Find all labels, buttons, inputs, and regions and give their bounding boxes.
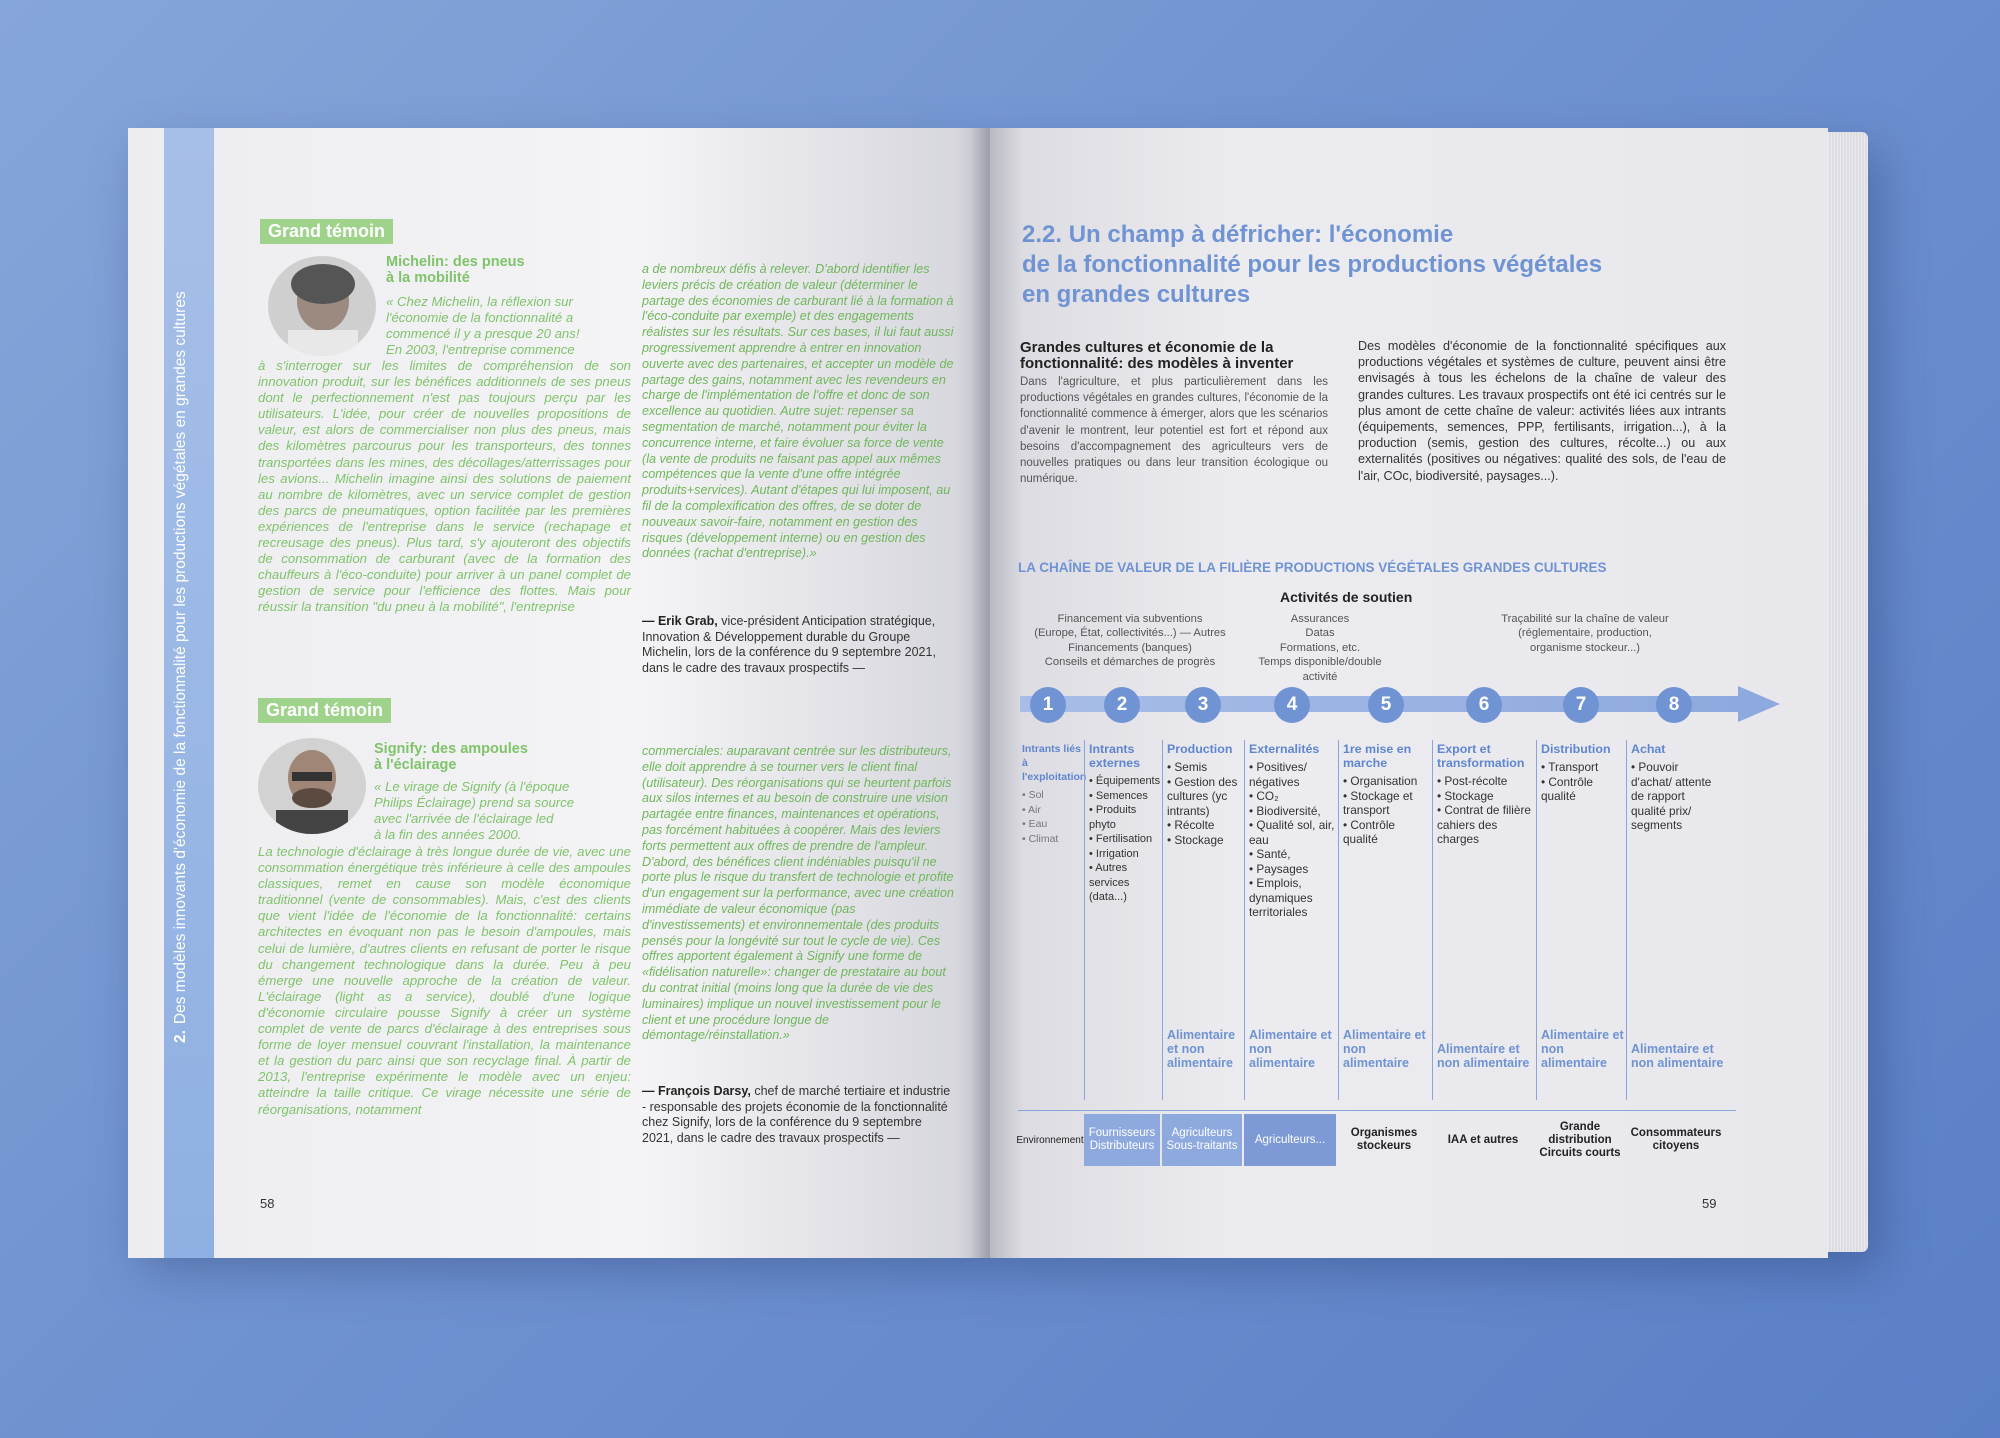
section-title-line: 2.2. Un champ à défricher: l'économie [1022, 221, 1454, 248]
actor-agriculteurs: Agriculteurs... [1244, 1114, 1336, 1166]
testimony1-title [386, 254, 525, 286]
chapter-title-text: Des modèles innovants d'économie de la fonctionnalité pour les productions végétales en grandes cultures [172, 291, 189, 1025]
intro-line: En 2003, l'entreprise commence [386, 342, 575, 358]
testimony2-title-line: à l'éclairage [374, 757, 457, 773]
stage-heading: Externalités [1249, 742, 1320, 756]
stage-item: • Équipements [1089, 775, 1161, 787]
testimony2-intro [374, 779, 629, 843]
signature-role: vice-président Anticipation stratégique, Innovation & Développement durable du Groupe Michelin, lors de la conférence du 9 septembre 2021, dans le cadre des travaux prospectifs — [642, 614, 936, 675]
actors-divider [1018, 1110, 1736, 1111]
support-line: activité [1302, 670, 1338, 683]
stage-column [1536, 740, 1625, 1100]
stage-item: • Stockage et transport [1343, 788, 1413, 817]
stage-item: • Emplois, dynamiques territoriales [1249, 876, 1313, 919]
signature-name: — Erik Grab, [642, 614, 718, 628]
support-line: Traçabilité sur la chaîne de valeur [1501, 613, 1669, 625]
stage-footer: Alimentaire et non alimentaire [1249, 1028, 1332, 1070]
support-column-funding [1020, 612, 1240, 670]
support-line: Assurances [1290, 613, 1350, 625]
page-number-left: 58 [260, 1196, 275, 1211]
support-column-traceability [1460, 612, 1710, 655]
intro-line: à la fin des années 2000. [374, 827, 522, 843]
stage-item: • Sol [1022, 789, 1044, 801]
section-title-line: de la fonctionnalité pour les productions végétales [1022, 251, 1603, 278]
step-8-marker: 8 [1656, 687, 1692, 723]
intro-line: « Le virage de Signify (à l'époque [374, 779, 570, 794]
right-page [990, 128, 1828, 1258]
step-4-marker: 4 [1274, 687, 1310, 723]
stage-item: • Récolte [1167, 818, 1215, 832]
stage-item: • Qualité sol, air, eau [1249, 818, 1335, 847]
page-number-right: 59 [1702, 1196, 1717, 1211]
stage-footer: Alimentaire et non alimentaire [1631, 1042, 1724, 1070]
stage-item: • Biodiversité, [1249, 803, 1321, 818]
support-line: Financement via subventions [1057, 613, 1203, 625]
testimony1-intro [386, 294, 631, 358]
actor-fournisseurs: Fournisseurs Distributeurs [1084, 1114, 1160, 1166]
testimony1-col2: a de nombreux défis à relever. D'abord identifier les leviers précis de création de valeur (déterminer le partage des économies de carburant lié à la formation à l'éco-conduite par exemple) et des engagements réalistes sur les résultats. Sur ces bases, il lui faut aussi progressivement apprendre à entrer en innovation ouverte avec des partenaires, et accepter un modèle de partage des gains, notamment avec les revendeurs en charge de l'implémentation de l'offre et donc de son excellence au quotidien. Autre sujet: repenser sa segmentation de marché, notamment pour éviter la concurrence interne, et faire évoluer sa force de vente (la vente de produits ne faisant pas appel aux mêmes compétences que la vente d'une offre intégrée produits+services). Autant d'étapes qui lui imposent, au fil de la complexification des offres, de se doter de nouveaux savoir-faire, notamment en gestion des risques (développement interne) ou en gestion des données (rachat d'entreprise).» [642, 262, 954, 561]
stage-item: • Semences [1089, 789, 1148, 802]
stage-column [1244, 740, 1337, 1100]
stage-footer: Alimentaire et non alimentaire [1541, 1028, 1624, 1070]
intro-line: « Chez Michelin, la réflexion sur [386, 294, 573, 309]
step-1-marker: 1 [1030, 687, 1066, 723]
signature-role: chef de marché tertiaire et industrie - responsable des projets économie de la fonctionnalité chez Signify, lors de la conférence du 9 septembre 2021, dans le cadre des travaux prospectifs — [642, 1084, 951, 1145]
stage-footer: Alimentaire et non alimentaire [1437, 1042, 1530, 1070]
stage-column [1432, 740, 1535, 1100]
side-chapter-title [172, 243, 190, 1043]
stage-item: • Contrôle qualité [1541, 774, 1593, 803]
step-7-marker: 7 [1563, 687, 1599, 723]
support-line: Financements (banques) [1068, 641, 1192, 654]
support-line: Conseils et démarches de progrès [1044, 656, 1216, 669]
signify-portrait [258, 738, 366, 834]
stage-item: • Produits phyto [1089, 804, 1137, 831]
actor-agriculteurs-soustraitants: Agriculteurs Sous-traitants [1162, 1114, 1242, 1166]
stage-item: • Pouvoir d'achat/ attente de rapport qualité prix/ segments [1631, 760, 1712, 832]
stage-heading: Intrants externes [1089, 742, 1140, 770]
stage-item: • Positives/ négatives [1249, 760, 1307, 789]
stage-item: • CO₂ [1249, 789, 1279, 803]
stage-heading: Intrants liés à l'exploitation [1022, 743, 1087, 783]
stage-heading: 1re mise en marche [1343, 742, 1412, 770]
testimony1-title-line: Michelin: des pneus [386, 254, 525, 270]
left-page [128, 128, 990, 1258]
stage-column [1084, 740, 1161, 1100]
stage-item: • Eau [1022, 818, 1048, 830]
michelin-portrait [268, 256, 376, 356]
actor-organismes-stockeurs: Organismes stockeurs [1350, 1127, 1418, 1152]
support-line: organisme stockeur...) [1529, 641, 1641, 654]
stage-item: • Paysages [1249, 861, 1309, 876]
stage-column [1162, 740, 1243, 1100]
step-2-marker: 2 [1104, 687, 1140, 723]
actor-environnement: Environnement [1016, 1134, 1084, 1146]
signature-name: — François Darsy, [642, 1084, 751, 1098]
stage-column [1338, 740, 1431, 1100]
stage-heading: Production [1167, 742, 1233, 756]
stage-item: • Organisation [1343, 774, 1418, 788]
value-chain-title: LA CHAÎNE DE VALEUR DE LA FILIÈRE PRODUCTIONS VÉGÉTALES GRANDES CULTURES [1018, 560, 1607, 575]
support-column-insurance [1240, 612, 1400, 684]
stage-item: • Contrôle qualité [1343, 817, 1395, 846]
intro-line: commencé il y a presque 20 ans! [386, 326, 580, 342]
arrow-head [1738, 686, 1780, 722]
stage-item: • Irrigation [1089, 847, 1139, 860]
stage-column [1018, 740, 1087, 1100]
stage-heading: Achat [1631, 742, 1666, 756]
stage-heading: Export et transformation [1437, 742, 1525, 770]
stage-item: • Gestion des cultures (yc intrants) [1167, 774, 1238, 818]
support-line: Formations, etc. [1279, 641, 1361, 654]
stage-item: • Climat [1022, 832, 1059, 845]
testimony2-col2: commerciales: auparavant centrée sur les distributeurs, elle doit apprendre à se tourner vers le client final (utilisateur). Des réorganisations qui se heurtent parfois aux silos internes et au besoin de construire une vision partagée entre finances, maintenances et opérations, pas forcément habituées à coopérer. Mais des leviers forts permettent aux offres de prendre de l'ampleur. D'abord, des bénéfices client indéniables puisqu'il ne porte plus le risque du transfert de technologie et profite d'un engagement sur la performance, avec une création immédiate de valeur économique (pas d'investissements) et environnementale (des produits pensés pour la longévité sur tout le cycle de vie). Ces offres apportent également à Signify une forme de «fidélisation naturelle»: changer de prestataire au bout du contrat initial (moins long que la durée de vie des luminaires) implique un nouvel investissement pour le client et une procédure longue de démontage/réinstallation.» [642, 744, 954, 1043]
intro-paragraph: Dans l'agriculture, et plus particulièrement dans les productions végétales en grandes cultures, l'économie de la fonctionnalité commence à émerger, alors que les scénarios d'avenir le montrent, leur potentiel est fort et répond aux besoins d'accompagnement des agriculteurs vers de nouvelles pratiques ou dans leur transition écologique ou numérique. [1020, 376, 1328, 486]
testimony1-signature [642, 614, 956, 676]
support-line: Datas [1305, 627, 1335, 640]
support-line: (Europe, État, collectivités...) — Autres [1034, 627, 1226, 640]
section-title [1022, 220, 1722, 310]
stage-item: • Autres services (data...) [1089, 862, 1130, 903]
section-title-line: en grandes cultures [1022, 281, 1251, 308]
intro-line: l'économie de la fonctionnalité a [386, 310, 574, 326]
stage-column [1626, 740, 1727, 1100]
testimony2-body: La technologie d'éclairage à très longue durée de vie, avec une consommation énergétique très inférieure à celle des ampoules classiques, remet en cause son modèle économique traditionnel (vente de consommables). Mais, c'est des clients que vient l'idée de l'économie de la fonctionnalité: certains architectes en évoquant non pas le besoin d'ampoules, mais celui de lumière, d'autres clients en refusant de porter le risque du changement technologique dans la durée. Peu à peu émerge une nouvelle approche de la création de valeur. L'éclairage (light as a service), doublé d'une logique d'économie circulaire pousse Signify à créer un système complet de vente de parcs d'éclairage à des entreprises sous forme de loyer mensuel couvrant l'installation, la maintenance et la gestion du parc ainsi que son recyclage final. À partir de 2013, l'entreprise expérimente le modèle avec un enjeu: atteindre la taille critique. Ce virage nécessite une série de réorganisations, notamment [258, 844, 631, 1117]
stage-item: • Santé, [1249, 847, 1291, 861]
stage-item: • Contrat de filière cahiers des charges [1437, 803, 1531, 846]
stage-item: • Post-récolte [1437, 774, 1508, 788]
stage-footer: Alimentaire et non alimentaire [1167, 1028, 1236, 1070]
stage-item: • Stockage [1437, 788, 1494, 803]
testimony2-title-line: Signify: des ampoules [374, 741, 528, 757]
stage-item: • Fertilisation [1089, 833, 1153, 845]
grand-temoin-tag: Grand témoin [258, 698, 391, 723]
actor-iaa: IAA et autres [1447, 1133, 1519, 1146]
stage-item: • Semis [1167, 760, 1208, 774]
intro-line: Philips Éclairage) prend sa source [374, 795, 575, 811]
section-subtitle: Grandes cultures et économie de la fonctionnalité: des modèles à inventer [1020, 339, 1294, 372]
actor-consommateurs: Consommateurs citoyens [1630, 1127, 1722, 1152]
body-paragraph: Des modèles d'économie de la fonctionnalité spécifiques aux productions végétales et systèmes de culture, peuvent ainsi être envisagés à tous les échelons de la chaîne de valeur des grandes cultures. Les travaux prospectifs ont été ici centrés sur le plus amont de cette chaîne de valeur: activités liées aux intrants (équipements, semences, PPP, fertilisants, irrigation...), à la production (semis, gestion des cultures, récolte...) ou aux externalités (positives ou négatives: qualité des sols, de l'eau de l'air, COc, biodiversité, paysages...). [1358, 339, 1726, 483]
chapter-number: 2. [172, 1030, 189, 1043]
testimony1-body: à s'interroger sur les limites de compréhension de son innovation produit, sur les bénéfices additionnels de ses pneus dont le perfectionnement n'est pas toujours perçu par les utilisateurs. L'idée, pour créer de nouvelles propositions de valeur, est alors de commercialiser non plus des pneus, mais des kilomètres parcourus pour les transporteurs, des tonnes transportées dans les mines, des décollages/atterrissages pour les avions... Michelin imagine ainsi des solutions de paiement au nombre de kilomètres, avec un service complet de gestion des parcs de pneumatiques, option facilitée par les premières expériences de l'entreprise dans le service (rechapage et recreusage des pneus). Plus tard, s'y ajouteront des objectifs de consommation de carburant (avec de la formation des chauffeurs à l'éco-conduite) pour arriver à un panel complet de gestion de service pour l'efficience des flottes. Mais pour réussir la transition "du pneu à la mobilité", l'entreprise [258, 358, 631, 615]
stage-item: • Air [1022, 803, 1041, 816]
stage-item: • Transport [1541, 760, 1599, 774]
support-line: Temps disponible/double [1258, 656, 1382, 669]
step-3-marker: 3 [1185, 687, 1221, 723]
stage-item: • Stockage [1167, 832, 1224, 847]
step-6-marker: 6 [1466, 687, 1502, 723]
testimony2-signature [642, 1084, 956, 1146]
support-line: (réglementaire, production, [1518, 627, 1652, 640]
intro-line: avec l'arrivée de l'éclairage led [374, 811, 554, 827]
support-activities-title: Activités de soutien [1280, 589, 1413, 605]
step-5-marker: 5 [1368, 687, 1404, 723]
stage-footer: Alimentaire et non alimentaire [1343, 1028, 1426, 1070]
testimony2-title [374, 741, 528, 773]
actor-grande-distribution: Grande distribution Circuits courts [1539, 1120, 1621, 1159]
grand-temoin-tag: Grand témoin [260, 219, 393, 244]
stage-heading: Distribution [1541, 742, 1611, 756]
testimony1-title-line: à la mobilité [386, 270, 470, 286]
